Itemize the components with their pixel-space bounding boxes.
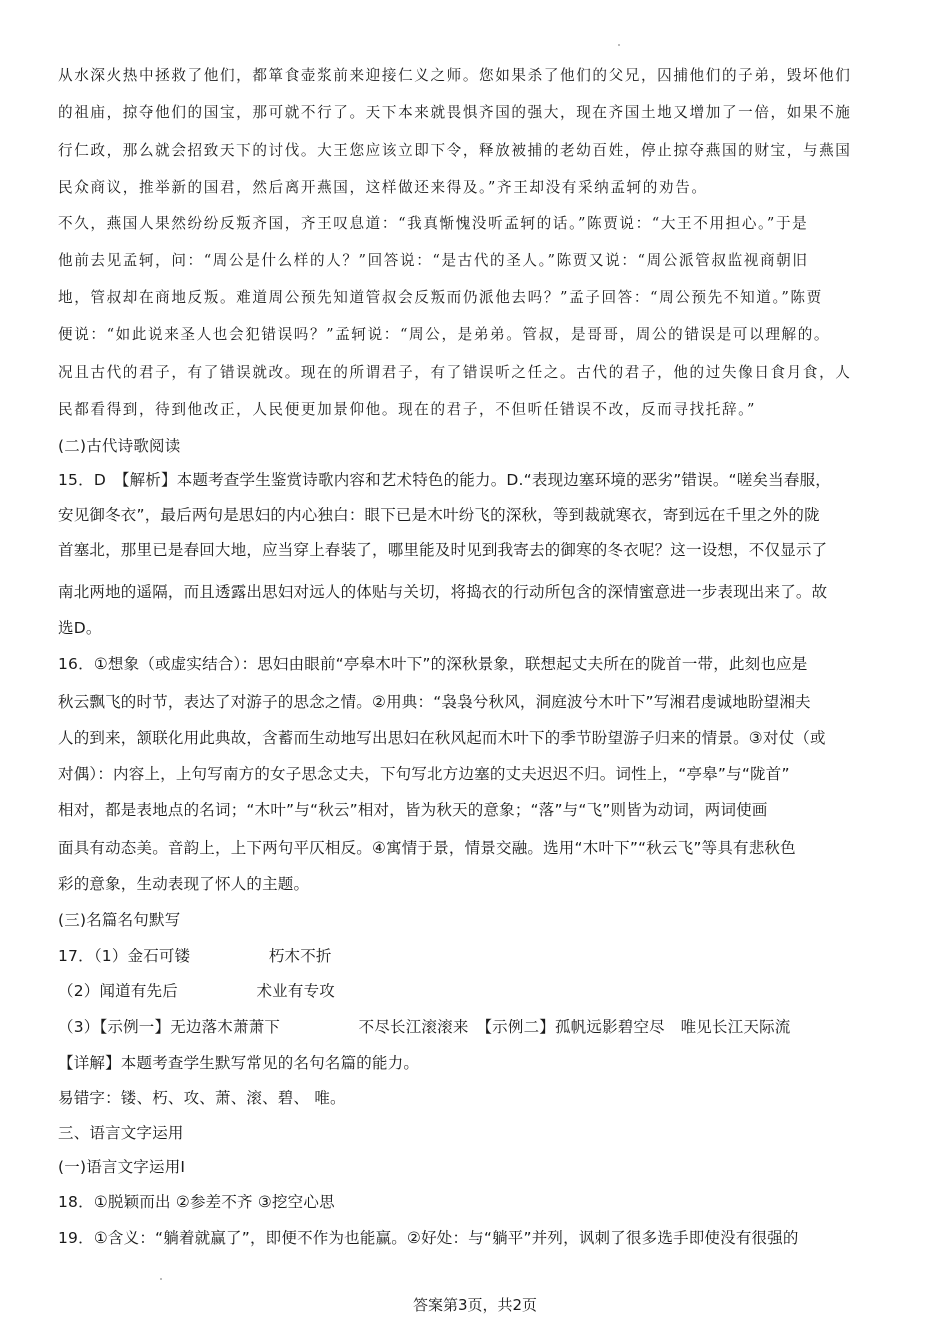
- text-line: 易错字：镂、朽、攻、萧、滚、碧、 唯。: [58, 1089, 346, 1107]
- text-line: 人的到来，颔联化用此典故，含蓄而生动地写出思妇在秋风起而木叶下的季节盼望游子归来的情景。③对仗（或: [58, 729, 826, 747]
- text-line: 19．①含义：“躺着就赢了”，即便不作为也能赢。②好处：与“躺平”并列，讽刺了很多选手即使没有很强的: [58, 1229, 799, 1247]
- section-heading: (二)古代诗歌阅读: [58, 437, 181, 455]
- text-line: （2）闻道有先后 术业有专攻: [58, 982, 335, 1000]
- text-line: 行仁政，那么就会招致天下的讨伐。大王您应该立即下令，释放被捕的老幼百姓，停止掠夺燕国的财宝，与燕国: [58, 142, 852, 159]
- text-line: 选D。: [58, 619, 102, 637]
- section-heading: (三)名篇名句默写: [58, 911, 181, 929]
- text-line: 南北两地的遥隔，而且透露出思妇对远人的体贴与关切，将捣衣的行动所包含的深情蜜意进一步表现出来了。故: [58, 583, 828, 601]
- text-line: 民众商议，推举新的国君，然后离开燕国，这样做还来得及。”齐王却没有采纳孟轲的劝告。: [58, 179, 708, 196]
- text-line: 况且古代的君子，有了错误就改。现在的所谓君子，有了错误听之任之。古代的君子，他的过失像日食月食，人: [58, 364, 852, 381]
- text-line: 便说：“如此说来圣人也会犯错误吗？”孟轲说：“周公，是弟弟。管叔，是哥哥，周公的错误是可以理解的。: [58, 326, 831, 343]
- text-line: 从水深火热中拯救了他们，都箪食壶浆前来迎接仁义之师。您如果杀了他们的父兄，囚捕他们的子弟，毁坏他们: [58, 67, 852, 84]
- text-line: 16．①想象（或虚实结合）：思妇由眼前“亭皋木叶下”的深秋景象，联想起丈夫所在的陇首一带，此刻也应是: [58, 655, 808, 673]
- section-heading: (一)语言文字运用Ⅰ: [58, 1158, 186, 1176]
- text-line: 地，管叔却在商地反叛。难道周公预先知道管叔会反叛而仍派他去吗？”孟子回答：“周公预先不知道。”陈贾: [58, 289, 823, 306]
- text-line: 面具有动态美。音韵上，上下两句平仄相反。④寓情于景，情景交融。选用“木叶下”“秋云飞”等具有悲秋色: [58, 839, 796, 857]
- text-line: 民都看得到，待到他改正，人民便更加景仰他。现在的君子，不但听任错误不改，反而寻找托辞。”: [58, 401, 757, 418]
- text-line: 15．D 【解析】本题考查学生鉴赏诗歌内容和艺术特色的能力。D.“表现边塞环境的恶劣”错误。“嗟矣当春服，: [58, 471, 831, 489]
- text-line: 彩的意象，生动表现了怀人的主题。: [58, 875, 310, 893]
- section-heading: 三、语言文字运用: [58, 1124, 184, 1142]
- text-line: 不久，燕国人果然纷纷反叛齐国，齐王叹息道：“我真惭愧没听孟轲的话。”陈贾说：“大王不用担心。”于是: [58, 215, 809, 232]
- scan-speck: [618, 44, 620, 46]
- text-line: 相对，都是表地点的名词；“木叶”与“秋云”相对，皆为秋天的意象；“落”与“飞”则皆为动词，两词使画: [58, 801, 768, 819]
- text-line: 秋云飘飞的时节，表达了对游子的思念之情。②用典：“袅袅兮秋风，洞庭波兮木叶下”写湘君虔诚地盼望湘夫: [58, 693, 811, 711]
- text-line: （3）【示例一】无边落木萧萧下 不尽长江滚滚来 【示例二】孤帆远影碧空尽 唯见长江天际流: [58, 1018, 791, 1036]
- text-line: 首塞北，那里已是春回大地，应当穿上春装了，哪里能及时见到我寄去的御寒的冬衣呢？这一设想，不仅显示了: [58, 541, 828, 559]
- page-footer: 答案第3页，共2页: [412, 1296, 538, 1314]
- scan-speck: [160, 1278, 162, 1280]
- text-line: 的祖庙，掠夺他们的国宝，那可就不行了。天下本来就畏惧齐国的强大，现在齐国土地又增加了一倍，如果不施: [58, 104, 852, 121]
- text-line: 他前去见孟轲，问：“周公是什么样的人？”回答说：“是古代的圣人。”陈贾又说：“周公派管叔监视商朝旧: [58, 252, 809, 269]
- text-line: 17．（1）金石可镂 朽木不折: [58, 947, 332, 965]
- text-line: 安见御冬衣”，最后两句是思妇的内心独白：眼下已是木叶纷飞的深秋，等到裁就寒衣，寄到远在千里之外的陇: [58, 506, 820, 524]
- text-line: 对偶）：内容上，上句写南方的女子思念丈夫，下句写北方边塞的丈夫迟迟不归。词性上，“亭皋”与“陇首”: [58, 765, 790, 783]
- text-line: 18．①脱颖而出 ②参差不齐 ③挖空心思: [58, 1193, 335, 1211]
- text-line: 【详解】本题考查学生默写常见的名句名篇的能力。: [58, 1054, 420, 1072]
